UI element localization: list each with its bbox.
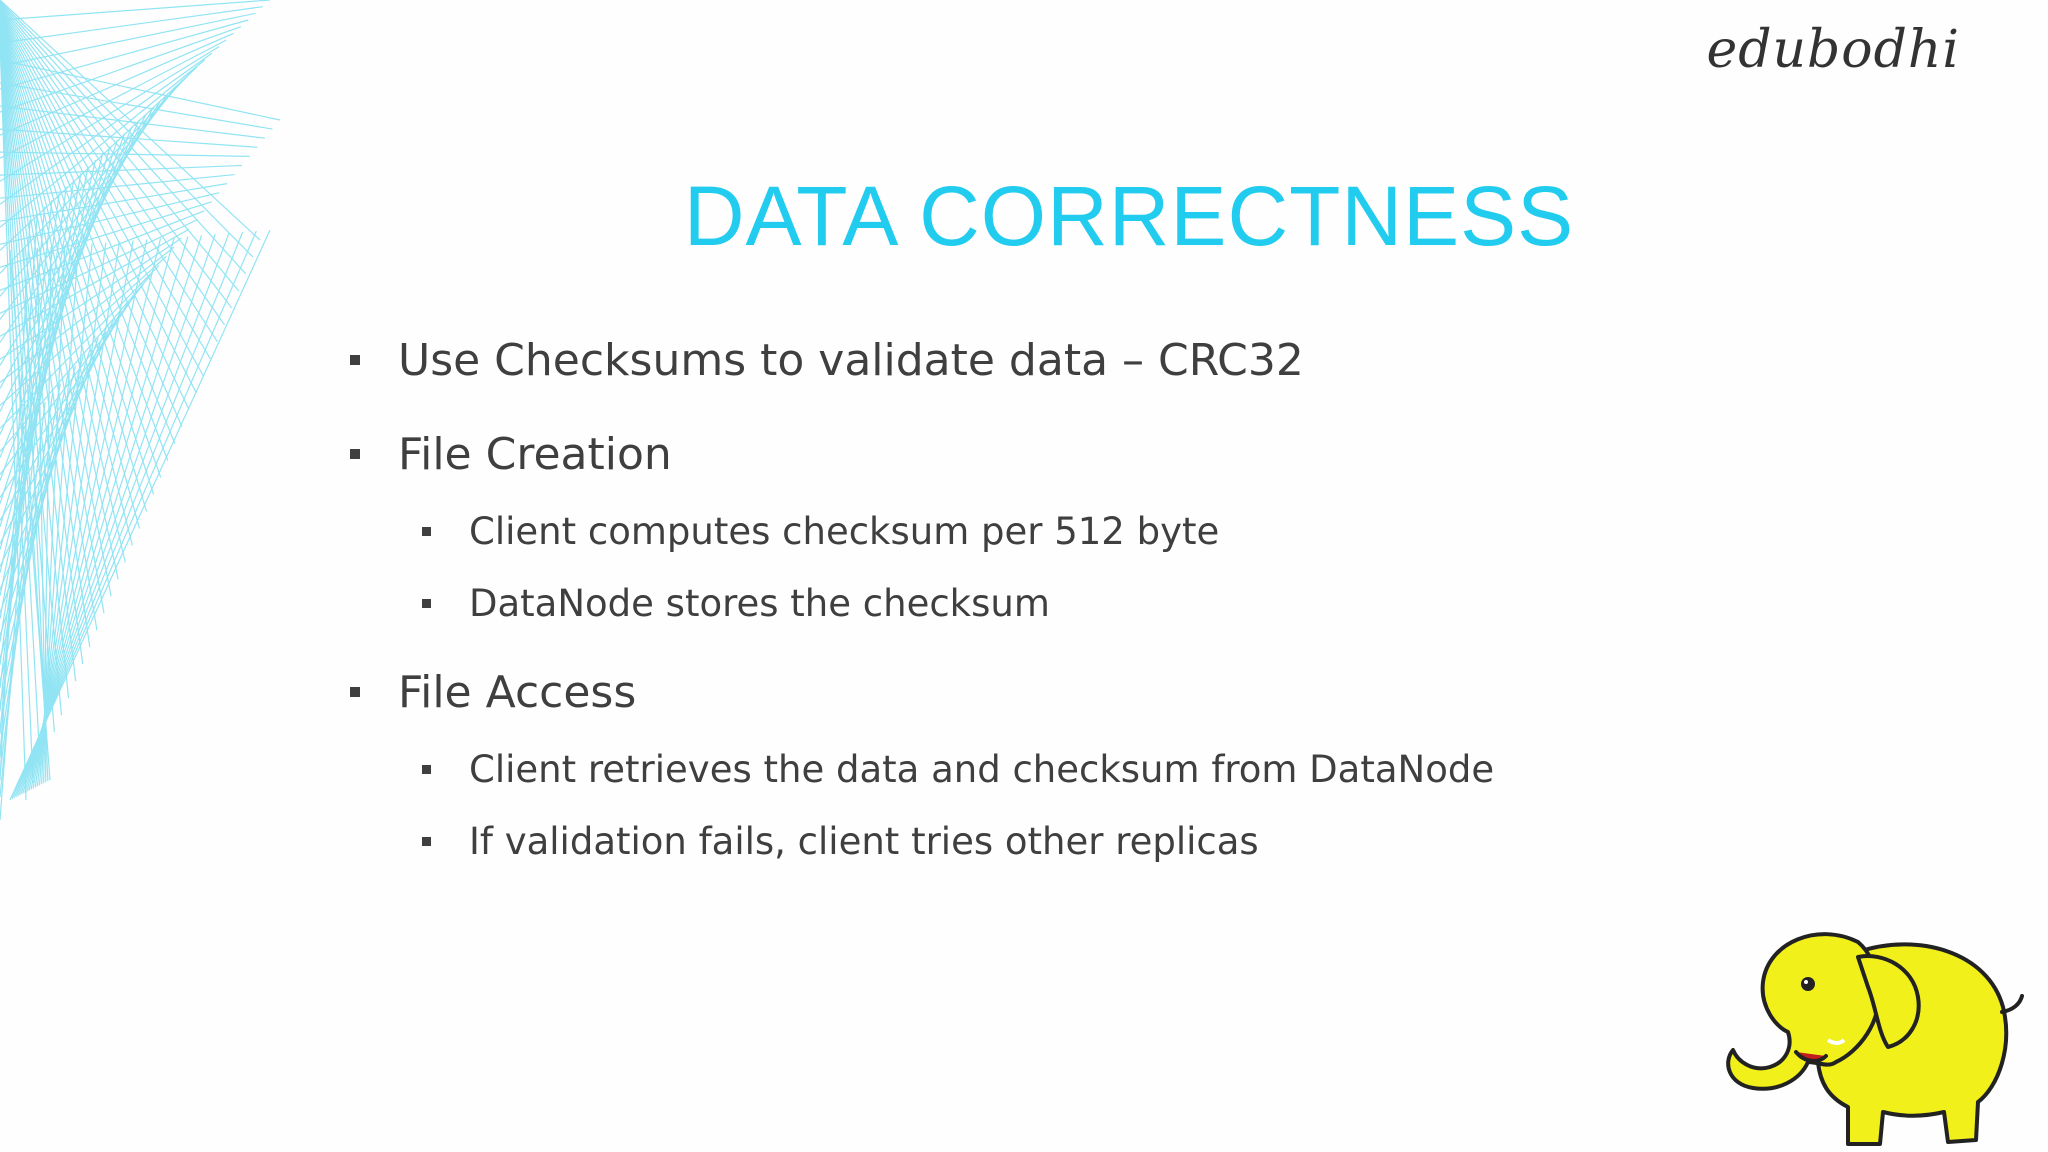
- bullet-text: File Creation: [398, 428, 672, 480]
- brand-logo: edubodhi: [1706, 20, 1960, 80]
- square-bullet-icon: [422, 599, 431, 608]
- sub-bullet-item: [350, 578, 1748, 628]
- bullet-item: [350, 330, 1748, 390]
- sub-bullet-text: Client retrieves the data and checksum from DataNode: [469, 747, 1495, 791]
- square-bullet-icon: [350, 687, 360, 697]
- slide-title: DATA CORRECTNESS: [683, 169, 1575, 263]
- bullet-text: File Access: [398, 666, 637, 718]
- sub-bullet-text: If validation fails, client tries other replicas: [469, 819, 1259, 863]
- square-bullet-icon: [422, 837, 431, 846]
- wireframe-decoration-icon: [0, 0, 300, 820]
- bullet-text: Use Checksums to validate data – CRC32: [398, 334, 1304, 386]
- sub-bullet-text: Client computes checksum per 512 byte: [469, 509, 1220, 553]
- sub-bullet-text: DataNode stores the checksum: [469, 581, 1050, 625]
- sub-bullet-item: [350, 744, 1748, 794]
- elephant-logo-icon: [1708, 912, 2028, 1152]
- bullet-item: [350, 662, 1748, 722]
- sub-bullet-item: [350, 816, 1748, 866]
- square-bullet-icon: [350, 449, 360, 459]
- square-bullet-icon: [422, 765, 431, 774]
- square-bullet-icon: [422, 527, 431, 536]
- bullet-item: [350, 424, 1748, 484]
- bullet-list: [350, 330, 1748, 866]
- square-bullet-icon: [350, 355, 360, 365]
- sub-bullet-item: [350, 506, 1748, 556]
